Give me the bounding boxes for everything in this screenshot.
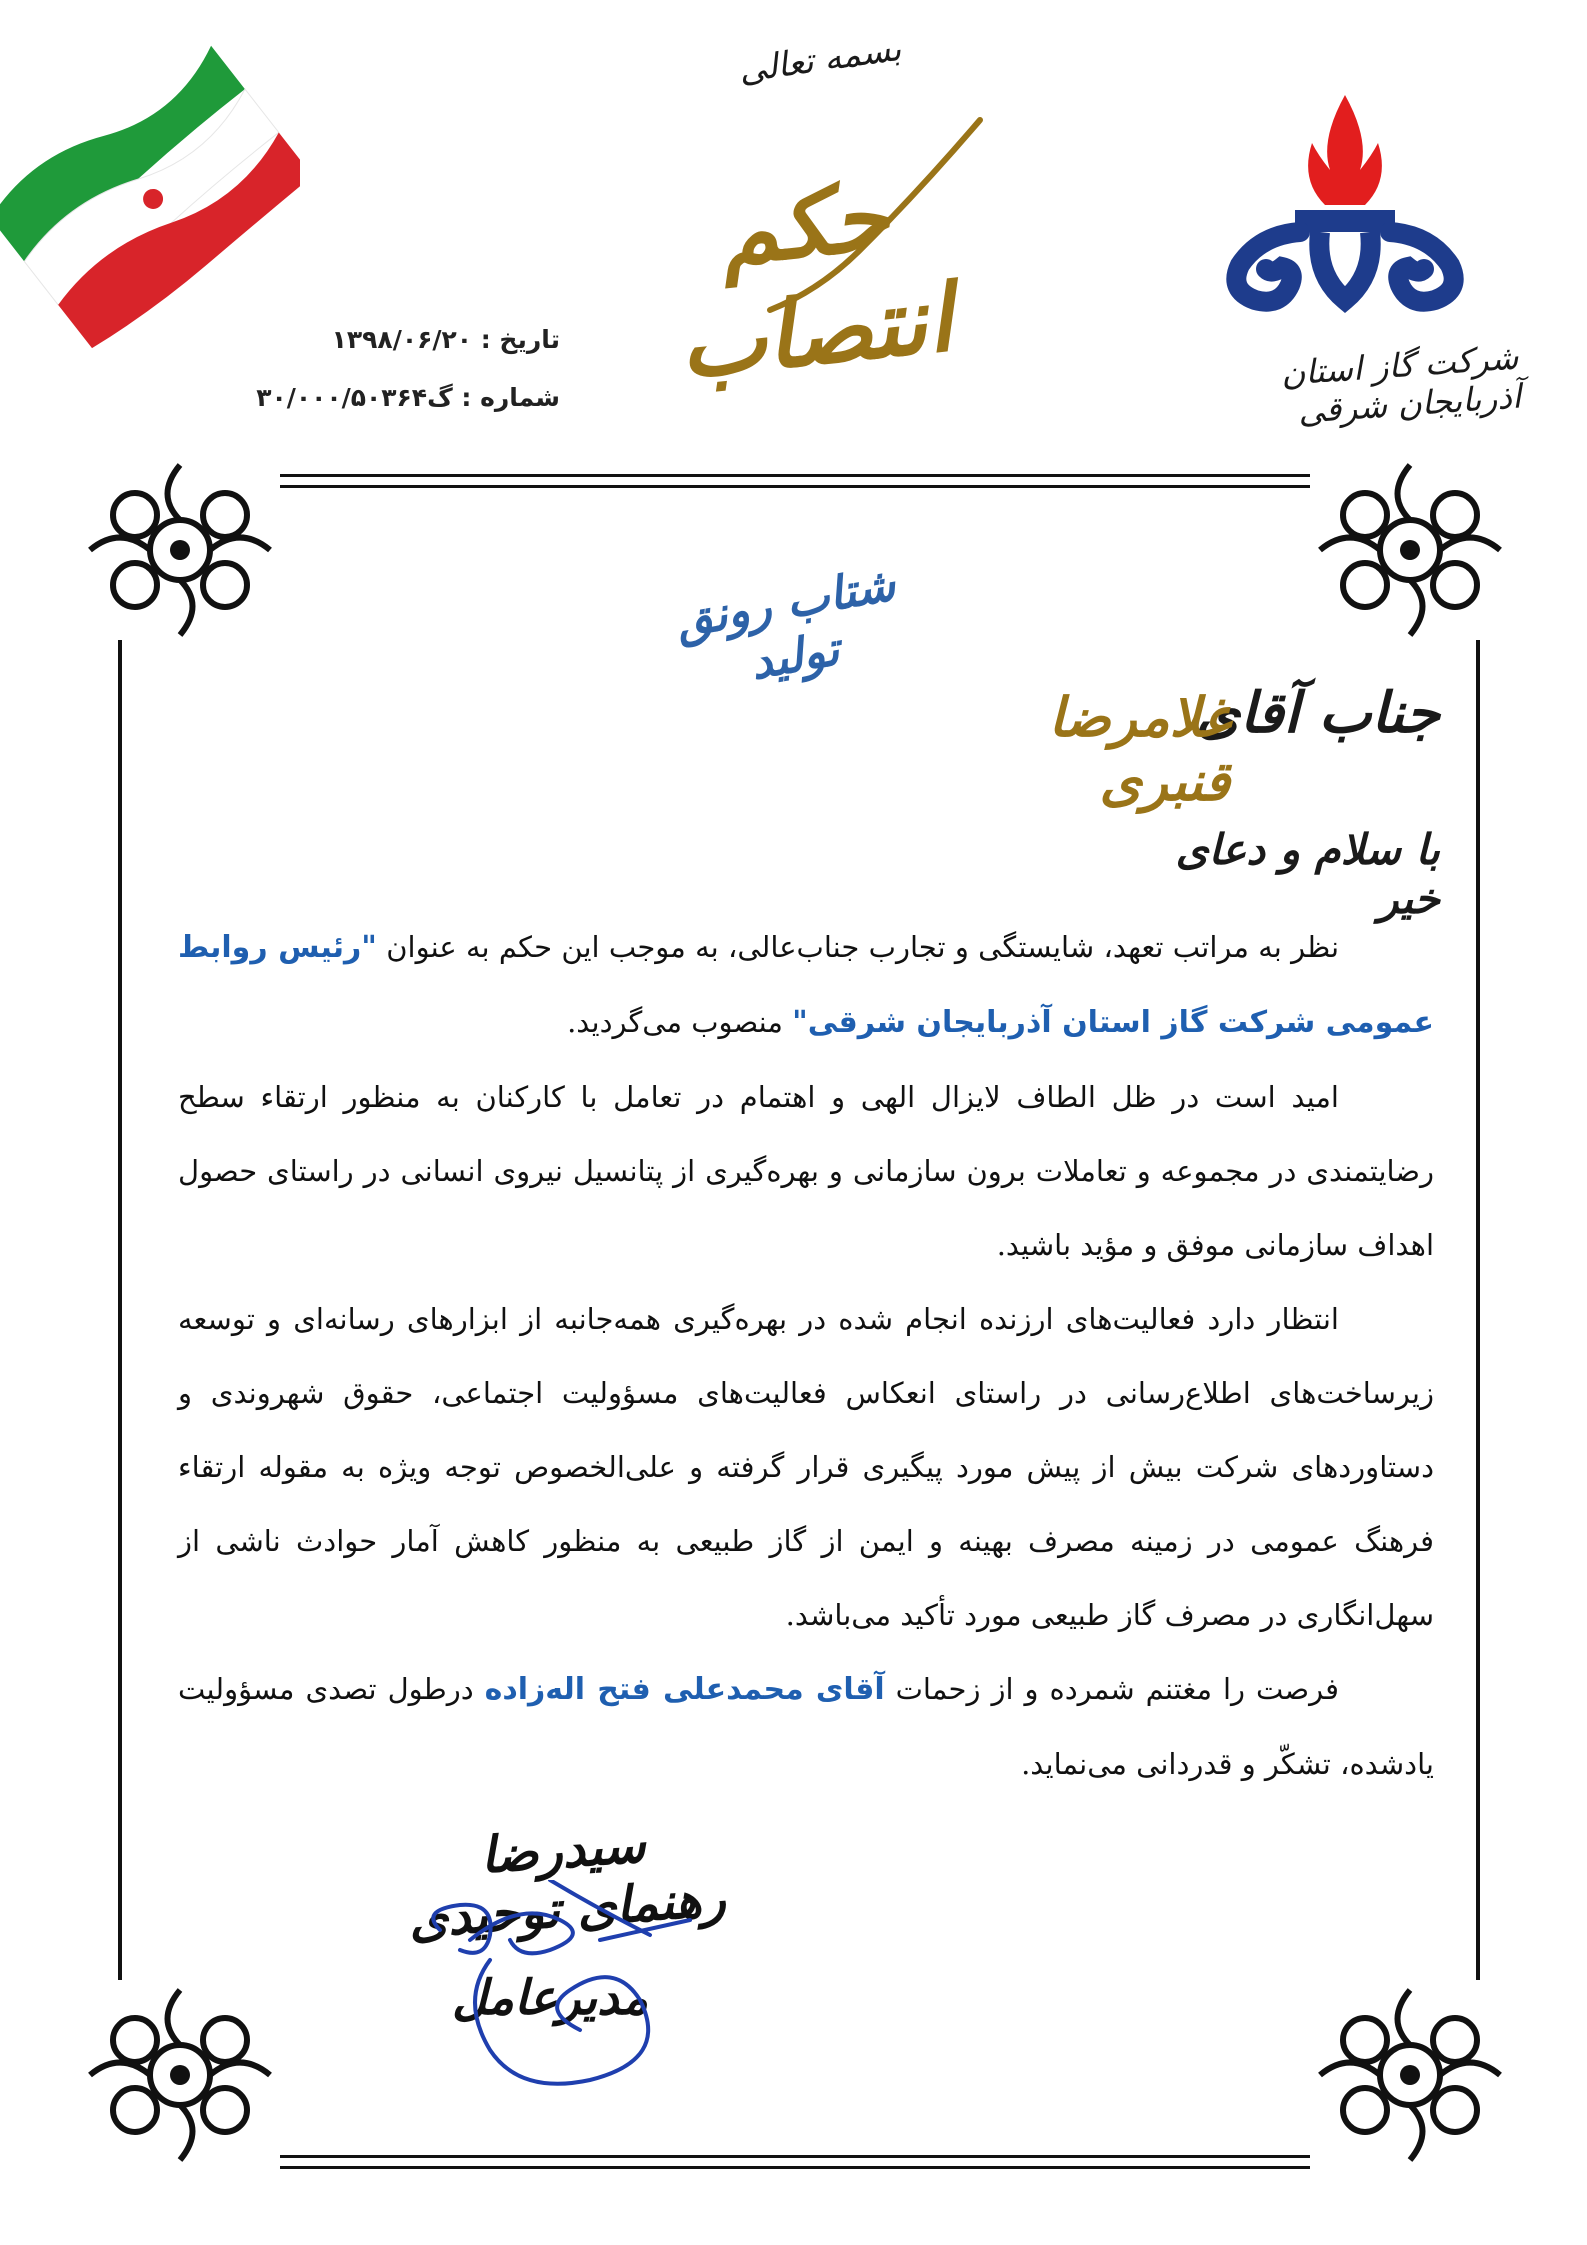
body-paragraph [178,910,1434,1060]
number-value: گ۳۰/۰۰۰/۵۰۳۶۴ [256,383,453,412]
greeting: با سلام و دعای خیر [1175,825,1440,923]
body-p1-end: منصوب می‌گردید. [567,1005,783,1039]
number-label: شماره : [461,383,560,412]
predecessor-name: آقای محمدعلی فتح اله‌زاده [484,1672,885,1707]
body-p4-end: درطول تصدی مسؤولیت یادشده، تشکّر و قدردانی می‌نماید. [178,1672,1434,1781]
frame-bottom-border [280,2155,1310,2169]
body-p1-start: نظر به مراتب تعهد، شایستگی و تجارب جناب‌عالی، به موجب این حکم به عنوان [386,930,1340,964]
date-line [240,325,560,354]
company-name: شرکت گاز استان آذربایجان شرقی [1279,337,1523,431]
frame-left-border [118,640,122,1980]
number-line [240,383,560,412]
salutation: جناب آقای [1195,680,1440,746]
iran-flag-icon [0,20,300,370]
body-paragraph [178,1652,1434,1801]
body-paragraph: انتظار دارد فعالیت‌های ارزنده انجام شده در بهره‌گیری همه‌جانبه از ابزارهای رسانه‌ای و توسعه زیرساخت‌های اطلاع‌رسانی در راستای انعکاس فعالیت‌های مسؤولیت اجتماعی، حقوق شهروندی و دستاوردهای شرکت بیش از پیش مورد پیگیری قرار گرفته و علی‌الخصوص توجه ویژه به مقوله ارتقاء فرهنگ عمومی در زمینه مصرف بهینه و ایمن از گاز طبیعی به منظور کاهش آمار حوادث ناشی از سهل‌انگاری در مصرف گاز طبیعی مورد تأکید می‌باشد. [178,1302,1434,1632]
corner-ornament-icon [1310,1975,1510,2175]
signatory-name: سیدرضا رهنمای توحیدی [406,1814,728,1949]
body-paragraph: امید است در ظل الطاف لایزال الهی و اهتمام در تعامل با کارکنان به منظور ارتقاء سطح رضایتمندی در مجموعه و تعاملات برون سازمانی و بهره‌گیری از پتانسیل نیروی انسانی در راستای حصول اهداف سازمانی موفق و مؤید باشید. [178,1080,1434,1262]
corner-ornament-icon [1310,455,1510,645]
basmala: بسمه تعالی [736,28,904,92]
body-text [178,910,1434,1801]
date-label: تاریخ : [480,325,560,354]
signatory-role: مدیرعامل [451,1970,649,2026]
company-logo-icon [1200,85,1490,315]
appointment-title: "رئیس روابط عمومی شرکت گاز استان آذربایجان شرقی" [178,930,1434,1040]
corner-ornament-icon [80,1975,280,2175]
frame-top-border [280,474,1310,488]
page-title: حکم انتصاب [674,161,958,400]
date-value: ۱۳۹۸/۰۶/۲۰ [331,325,472,354]
corner-ornament-icon [80,455,280,645]
body-p4-start: فرصت را مغتنم شمرده و از زحمات [895,1672,1340,1706]
year-slogan: شتاب رونق تولید [671,556,899,690]
frame-right-border [1476,640,1480,1980]
signature-scribble-icon [400,1880,730,2110]
appointee-name: غلامرضا قنبری [1048,685,1230,813]
